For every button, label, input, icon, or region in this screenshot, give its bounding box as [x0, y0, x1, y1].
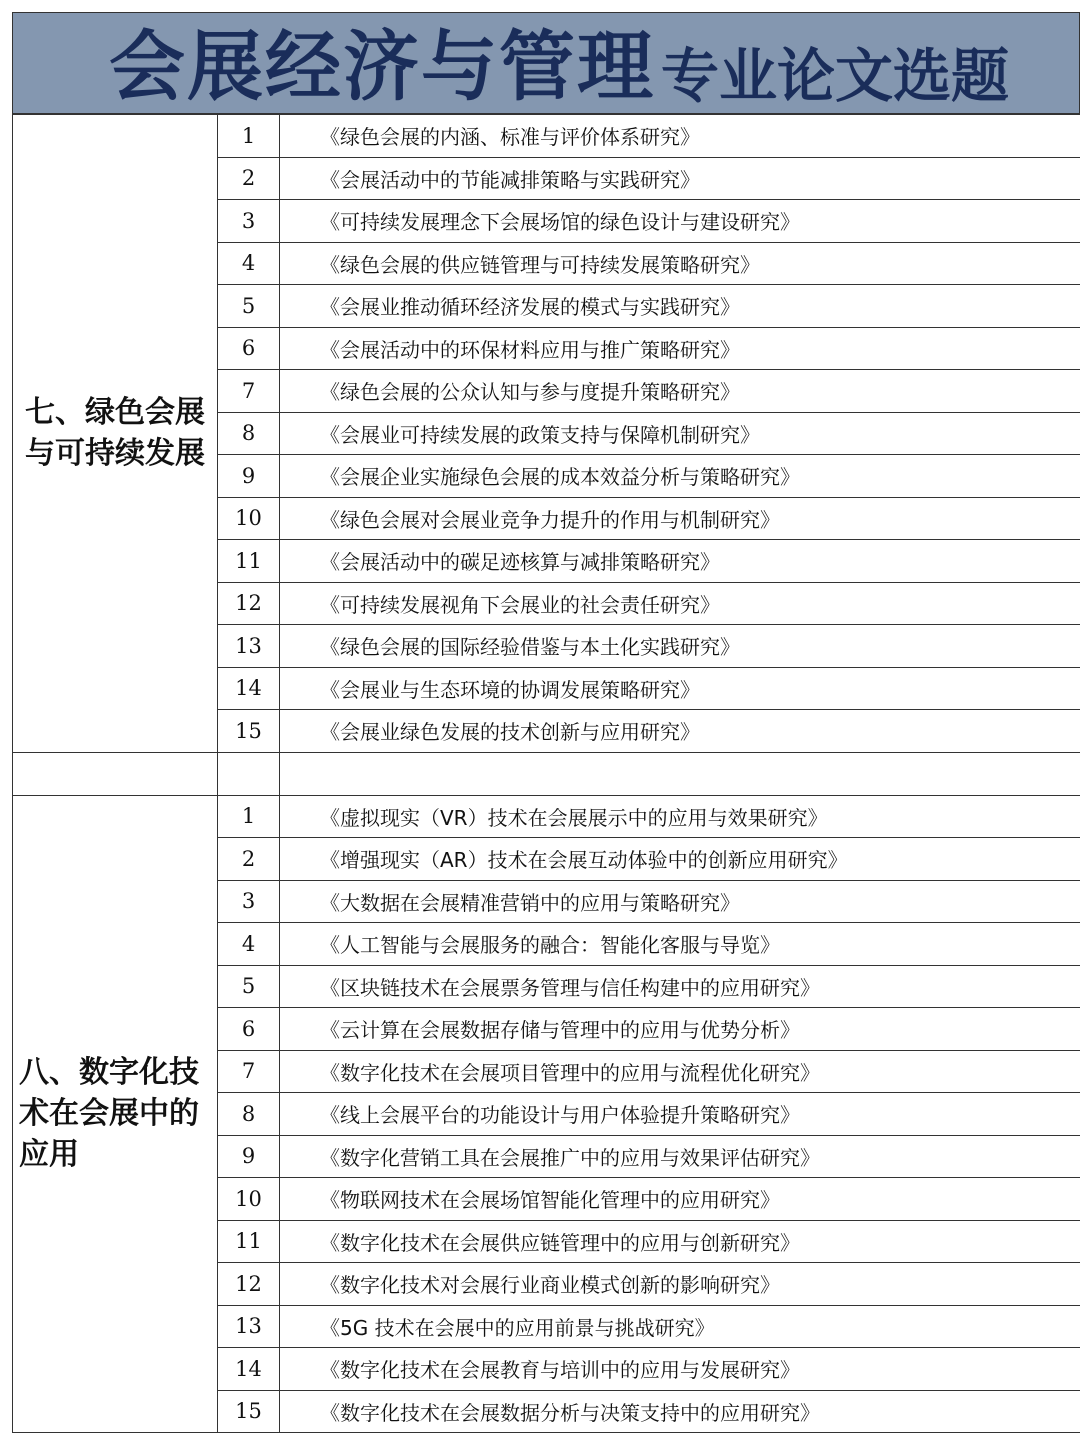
topic-title: 《数字化技术对会展行业商业模式创新的影响研究》: [280, 1263, 1080, 1306]
row-number: 5: [218, 965, 280, 1008]
row-number: 13: [218, 1305, 280, 1348]
topic-title: 《会展业可持续发展的政策支持与保障机制研究》: [280, 412, 1080, 455]
row-number: 4: [218, 923, 280, 966]
row-number: 9: [218, 455, 280, 498]
topic-title: 《虚拟现实（VR）技术在会展展示中的应用与效果研究》: [280, 795, 1080, 838]
row-number: 11: [218, 1220, 280, 1263]
topic-title: 《会展活动中的碳足迹核算与减排策略研究》: [280, 540, 1080, 583]
row-number: 15: [218, 1390, 280, 1433]
topic-title: 《绿色会展的内涵、标准与评价体系研究》: [280, 115, 1080, 158]
topic-title: 《会展活动中的节能减排策略与实践研究》: [280, 157, 1080, 200]
topic-title: 《云计算在会展数据存储与管理中的应用与优势分析》: [280, 1008, 1080, 1051]
row-number: 1: [218, 795, 280, 838]
row-number: 7: [218, 1050, 280, 1093]
row-number: 7: [218, 370, 280, 413]
section-heading: 七、绿色会展与可持续发展: [13, 115, 218, 753]
row-number: 8: [218, 412, 280, 455]
row-number: 13: [218, 625, 280, 668]
row-number: 6: [218, 1008, 280, 1051]
row-number: 2: [218, 838, 280, 881]
row-number: 6: [218, 327, 280, 370]
row-number: 12: [218, 1263, 280, 1306]
row-number: 5: [218, 285, 280, 328]
topics-table: [12, 114, 1080, 1433]
topic-title: 《数字化技术在会展数据分析与决策支持中的应用研究》: [280, 1390, 1080, 1433]
table-row: [13, 115, 1080, 158]
topic-title: 《绿色会展的公众认知与参与度提升策略研究》: [280, 370, 1080, 413]
topic-title: 《线上会展平台的功能设计与用户体验提升策略研究》: [280, 1093, 1080, 1136]
topic-title: 《绿色会展对会展业竞争力提升的作用与机制研究》: [280, 497, 1080, 540]
topic-title: 《会展企业实施绿色会展的成本效益分析与策略研究》: [280, 455, 1080, 498]
topic-title: 《会展业与生态环境的协调发展策略研究》: [280, 667, 1080, 710]
topic-title: 《会展业绿色发展的技术创新与应用研究》: [280, 710, 1080, 753]
topic-title: 《绿色会展的国际经验借鉴与本土化实践研究》: [280, 625, 1080, 668]
empty-cell: [13, 752, 218, 795]
row-number: 11: [218, 540, 280, 583]
topic-title: 《数字化技术在会展教育与培训中的应用与发展研究》: [280, 1348, 1080, 1391]
row-number: 14: [218, 667, 280, 710]
topic-title: 《数字化技术在会展项目管理中的应用与流程优化研究》: [280, 1050, 1080, 1093]
topic-title: 《物联网技术在会展场馆智能化管理中的应用研究》: [280, 1178, 1080, 1221]
row-number: 4: [218, 242, 280, 285]
empty-cell: [218, 752, 280, 795]
topic-title: 《会展活动中的环保材料应用与推广策略研究》: [280, 327, 1080, 370]
empty-cell: [280, 752, 1080, 795]
topic-title: 《大数据在会展精准营销中的应用与策略研究》: [280, 880, 1080, 923]
topic-title: 《数字化营销工具在会展推广中的应用与效果评估研究》: [280, 1135, 1080, 1178]
topic-title: 《可持续发展理念下会展场馆的绿色设计与建设研究》: [280, 200, 1080, 243]
row-number: 1: [218, 115, 280, 158]
row-number: 9: [218, 1135, 280, 1178]
topic-title: 《增强现实（AR）技术在会展互动体验中的创新应用研究》: [280, 838, 1080, 881]
topic-title: 《5G 技术在会展中的应用前景与挑战研究》: [280, 1305, 1080, 1348]
spacer-row: [13, 752, 1080, 795]
row-number: 14: [218, 1348, 280, 1391]
row-number: 10: [218, 497, 280, 540]
section-heading: 八、数字化技术在会展中的应用: [13, 795, 218, 1433]
topic-title: 《区块链技术在会展票务管理与信任构建中的应用研究》: [280, 965, 1080, 1008]
page-title: 会展经济与管理: [109, 22, 655, 111]
row-number: 8: [218, 1093, 280, 1136]
row-number: 3: [218, 880, 280, 923]
topic-title: 《会展业推动循环经济发展的模式与实践研究》: [280, 285, 1080, 328]
table-row: [13, 795, 1080, 838]
topic-title: 《可持续发展视角下会展业的社会责任研究》: [280, 582, 1080, 625]
row-number: 2: [218, 157, 280, 200]
topic-title: 《人工智能与会展服务的融合：智能化客服与导览》: [280, 923, 1080, 966]
row-number: 3: [218, 200, 280, 243]
row-number: 15: [218, 710, 280, 753]
row-number: 12: [218, 582, 280, 625]
topic-title: 《数字化技术在会展供应链管理中的应用与创新研究》: [280, 1220, 1080, 1263]
title-banner: [12, 12, 1080, 114]
page-subtitle: 专业论文选题: [661, 42, 1010, 110]
topic-title: 《绿色会展的供应链管理与可持续发展策略研究》: [280, 242, 1080, 285]
row-number: 10: [218, 1178, 280, 1221]
